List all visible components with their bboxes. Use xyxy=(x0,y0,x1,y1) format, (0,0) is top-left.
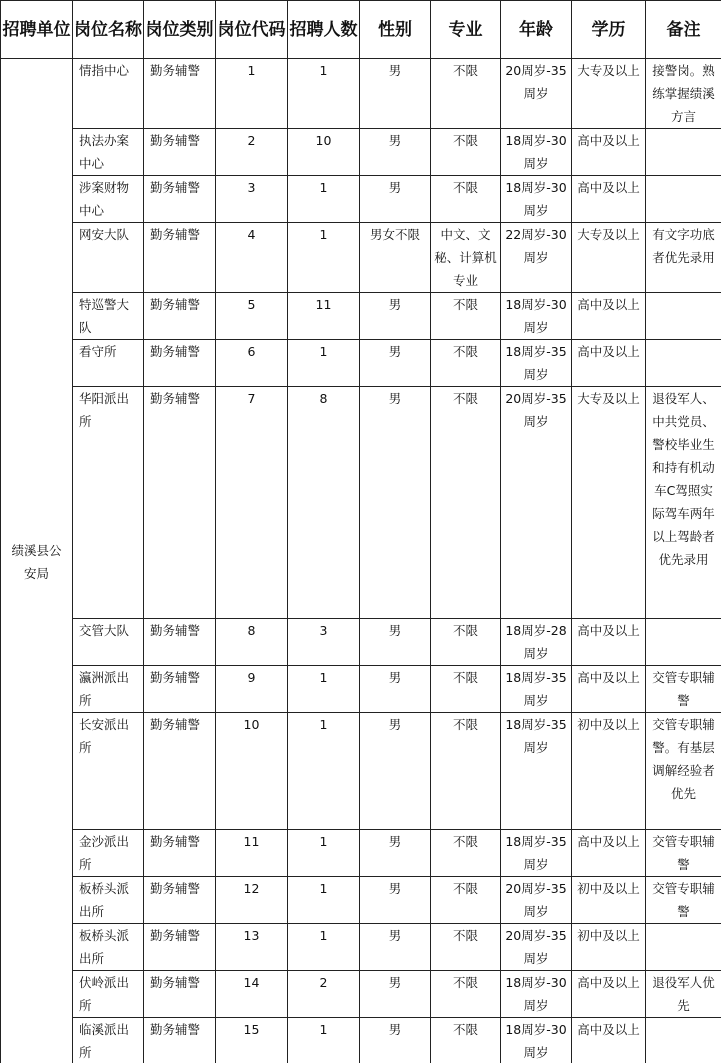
position-name-cell: 临溪派出所 xyxy=(73,1018,144,1063)
table-row xyxy=(1,223,721,293)
position-name-cell: 看守所 xyxy=(73,340,144,387)
position-category-cell: 勤务辅警 xyxy=(144,971,216,1018)
position-name-cell: 网安大队 xyxy=(73,223,144,293)
header-remark: 备注 xyxy=(646,1,721,59)
remark-cell: 有文字功底者优先录用 xyxy=(646,223,721,293)
position-code-cell: 15 xyxy=(216,1018,288,1063)
table-row xyxy=(1,877,721,924)
position-category-cell: 勤务辅警 xyxy=(144,713,216,830)
education-cell: 高中及以上 xyxy=(572,619,646,666)
major-cell: 不限 xyxy=(431,830,501,877)
position-code-cell: 5 xyxy=(216,293,288,340)
age-cell: 18周岁-30周岁 xyxy=(501,1018,572,1063)
major-cell: 不限 xyxy=(431,1018,501,1063)
education-cell: 高中及以上 xyxy=(572,129,646,176)
major-cell: 不限 xyxy=(431,924,501,971)
table-row xyxy=(1,129,721,176)
position-category-cell: 勤务辅警 xyxy=(144,340,216,387)
header-headcount: 招聘人数 xyxy=(288,1,360,59)
education-cell: 高中及以上 xyxy=(572,666,646,713)
gender-cell: 男 xyxy=(360,59,431,129)
position-code-cell: 4 xyxy=(216,223,288,293)
headcount-cell: 11 xyxy=(288,293,360,340)
headcount-cell: 10 xyxy=(288,129,360,176)
headcount-cell: 2 xyxy=(288,971,360,1018)
age-cell: 18周岁-35周岁 xyxy=(501,713,572,830)
table-header xyxy=(1,1,721,59)
education-cell: 高中及以上 xyxy=(572,340,646,387)
position-name-cell: 板桥头派出所 xyxy=(73,877,144,924)
remark-cell: 交管专职辅警 xyxy=(646,877,721,924)
header-gender: 性别 xyxy=(360,1,431,59)
age-cell: 18周岁-35周岁 xyxy=(501,340,572,387)
age-cell: 18周岁-35周岁 xyxy=(501,830,572,877)
gender-cell: 男 xyxy=(360,830,431,877)
education-cell: 初中及以上 xyxy=(572,877,646,924)
headcount-cell: 8 xyxy=(288,387,360,619)
major-cell: 不限 xyxy=(431,971,501,1018)
education-cell: 高中及以上 xyxy=(572,830,646,877)
gender-cell: 男 xyxy=(360,924,431,971)
remark-cell: 交管专职辅警。有基层调解经验者优先 xyxy=(646,713,721,830)
gender-cell: 男 xyxy=(360,176,431,223)
age-cell: 18周岁-35周岁 xyxy=(501,666,572,713)
header-position-code: 岗位代码 xyxy=(216,1,288,59)
education-cell: 高中及以上 xyxy=(572,1018,646,1063)
position-code-cell: 9 xyxy=(216,666,288,713)
position-name-cell: 特巡警大队 xyxy=(73,293,144,340)
remark-cell xyxy=(646,924,721,971)
position-category-cell: 勤务辅警 xyxy=(144,924,216,971)
position-category-cell: 勤务辅警 xyxy=(144,619,216,666)
position-category-cell: 勤务辅警 xyxy=(144,223,216,293)
table-body xyxy=(1,59,721,1063)
header-age: 年龄 xyxy=(501,1,572,59)
education-cell: 大专及以上 xyxy=(572,387,646,619)
gender-cell: 男 xyxy=(360,1018,431,1063)
major-cell: 不限 xyxy=(431,129,501,176)
position-category-cell: 勤务辅警 xyxy=(144,666,216,713)
table-row xyxy=(1,713,721,830)
age-cell: 18周岁-30周岁 xyxy=(501,176,572,223)
major-cell: 不限 xyxy=(431,340,501,387)
position-name-cell: 交管大队 xyxy=(73,619,144,666)
headcount-cell: 1 xyxy=(288,176,360,223)
gender-cell: 男 xyxy=(360,666,431,713)
headcount-cell: 1 xyxy=(288,830,360,877)
headcount-cell: 1 xyxy=(288,666,360,713)
age-cell: 20周岁-35周岁 xyxy=(501,924,572,971)
position-code-cell: 13 xyxy=(216,924,288,971)
education-cell: 高中及以上 xyxy=(572,971,646,1018)
table-row xyxy=(1,340,721,387)
position-category-cell: 勤务辅警 xyxy=(144,387,216,619)
major-cell: 不限 xyxy=(431,619,501,666)
education-cell: 高中及以上 xyxy=(572,293,646,340)
remark-cell xyxy=(646,293,721,340)
position-name-cell: 长安派出所 xyxy=(73,713,144,830)
remark-cell: 接警岗。熟练掌握绩溪方言 xyxy=(646,59,721,129)
major-cell: 不限 xyxy=(431,666,501,713)
headcount-cell: 1 xyxy=(288,1018,360,1063)
headcount-cell: 3 xyxy=(288,619,360,666)
education-cell: 初中及以上 xyxy=(572,713,646,830)
gender-cell: 男 xyxy=(360,971,431,1018)
table-row xyxy=(1,1018,721,1063)
major-cell: 不限 xyxy=(431,387,501,619)
age-cell: 22周岁-30周岁 xyxy=(501,223,572,293)
position-code-cell: 3 xyxy=(216,176,288,223)
headcount-cell: 1 xyxy=(288,877,360,924)
age-cell: 18周岁-30周岁 xyxy=(501,971,572,1018)
age-cell: 20周岁-35周岁 xyxy=(501,59,572,129)
major-cell: 不限 xyxy=(431,293,501,340)
table-row xyxy=(1,924,721,971)
major-cell: 不限 xyxy=(431,877,501,924)
position-name-cell: 金沙派出所 xyxy=(73,830,144,877)
age-cell: 20周岁-35周岁 xyxy=(501,387,572,619)
remark-cell: 交管专职辅警 xyxy=(646,830,721,877)
position-category-cell: 勤务辅警 xyxy=(144,1018,216,1063)
position-code-cell: 6 xyxy=(216,340,288,387)
position-category-cell: 勤务辅警 xyxy=(144,59,216,129)
header-position-name: 岗位名称 xyxy=(73,1,144,59)
position-name-cell: 板桥头派出所 xyxy=(73,924,144,971)
education-cell: 大专及以上 xyxy=(572,59,646,129)
remark-cell: 退役军人优先 xyxy=(646,971,721,1018)
gender-cell: 男 xyxy=(360,387,431,619)
major-cell: 不限 xyxy=(431,176,501,223)
remark-cell xyxy=(646,340,721,387)
remark-cell xyxy=(646,129,721,176)
table-row xyxy=(1,293,721,340)
position-category-cell: 勤务辅警 xyxy=(144,176,216,223)
headcount-cell: 1 xyxy=(288,713,360,830)
position-code-cell: 11 xyxy=(216,830,288,877)
gender-cell: 男 xyxy=(360,129,431,176)
position-code-cell: 7 xyxy=(216,387,288,619)
table-row xyxy=(1,59,721,129)
age-cell: 18周岁-30周岁 xyxy=(501,293,572,340)
table-row xyxy=(1,387,721,619)
position-name-cell: 涉案财物中心 xyxy=(73,176,144,223)
position-code-cell: 2 xyxy=(216,129,288,176)
remark-cell: 退役军人、中共党员、警校毕业生和持有机动车C驾照实际驾车两年以上驾龄者优先录用 xyxy=(646,387,721,619)
header-position-category: 岗位类别 xyxy=(144,1,216,59)
headcount-cell: 1 xyxy=(288,340,360,387)
major-cell: 不限 xyxy=(431,59,501,129)
gender-cell: 男 xyxy=(360,619,431,666)
header-education: 学历 xyxy=(572,1,646,59)
position-code-cell: 12 xyxy=(216,877,288,924)
education-cell: 初中及以上 xyxy=(572,924,646,971)
table-row xyxy=(1,619,721,666)
age-cell: 18周岁-30周岁 xyxy=(501,129,572,176)
recruiting-unit-cell: 绩溪县公安局 xyxy=(1,59,73,1063)
position-name-cell: 伏岭派出所 xyxy=(73,971,144,1018)
education-cell: 高中及以上 xyxy=(572,176,646,223)
headcount-cell: 1 xyxy=(288,924,360,971)
position-code-cell: 1 xyxy=(216,59,288,129)
gender-cell: 男 xyxy=(360,713,431,830)
position-code-cell: 10 xyxy=(216,713,288,830)
position-category-cell: 勤务辅警 xyxy=(144,129,216,176)
position-name-cell: 执法办案中心 xyxy=(73,129,144,176)
position-code-cell: 14 xyxy=(216,971,288,1018)
position-category-cell: 勤务辅警 xyxy=(144,877,216,924)
header-major: 专业 xyxy=(431,1,501,59)
position-name-cell: 情指中心 xyxy=(73,59,144,129)
header-row xyxy=(1,1,721,59)
headcount-cell: 1 xyxy=(288,59,360,129)
remark-cell xyxy=(646,1018,721,1063)
major-cell: 不限 xyxy=(431,713,501,830)
remark-cell xyxy=(646,176,721,223)
position-category-cell: 勤务辅警 xyxy=(144,293,216,340)
position-code-cell: 8 xyxy=(216,619,288,666)
education-cell: 大专及以上 xyxy=(572,223,646,293)
remark-cell: 交管专职辅警 xyxy=(646,666,721,713)
table-row xyxy=(1,176,721,223)
age-cell: 18周岁-28周岁 xyxy=(501,619,572,666)
table-row xyxy=(1,971,721,1018)
table-row xyxy=(1,830,721,877)
table-row xyxy=(1,666,721,713)
remark-cell xyxy=(646,619,721,666)
header-unit: 招聘单位 xyxy=(1,1,73,59)
position-name-cell: 瀛洲派出所 xyxy=(73,666,144,713)
gender-cell: 男女不限 xyxy=(360,223,431,293)
major-cell: 中文、文秘、计算机专业 xyxy=(431,223,501,293)
position-name-cell: 华阳派出所 xyxy=(73,387,144,619)
position-category-cell: 勤务辅警 xyxy=(144,830,216,877)
age-cell: 20周岁-35周岁 xyxy=(501,877,572,924)
headcount-cell: 1 xyxy=(288,223,360,293)
gender-cell: 男 xyxy=(360,293,431,340)
gender-cell: 男 xyxy=(360,340,431,387)
gender-cell: 男 xyxy=(360,877,431,924)
